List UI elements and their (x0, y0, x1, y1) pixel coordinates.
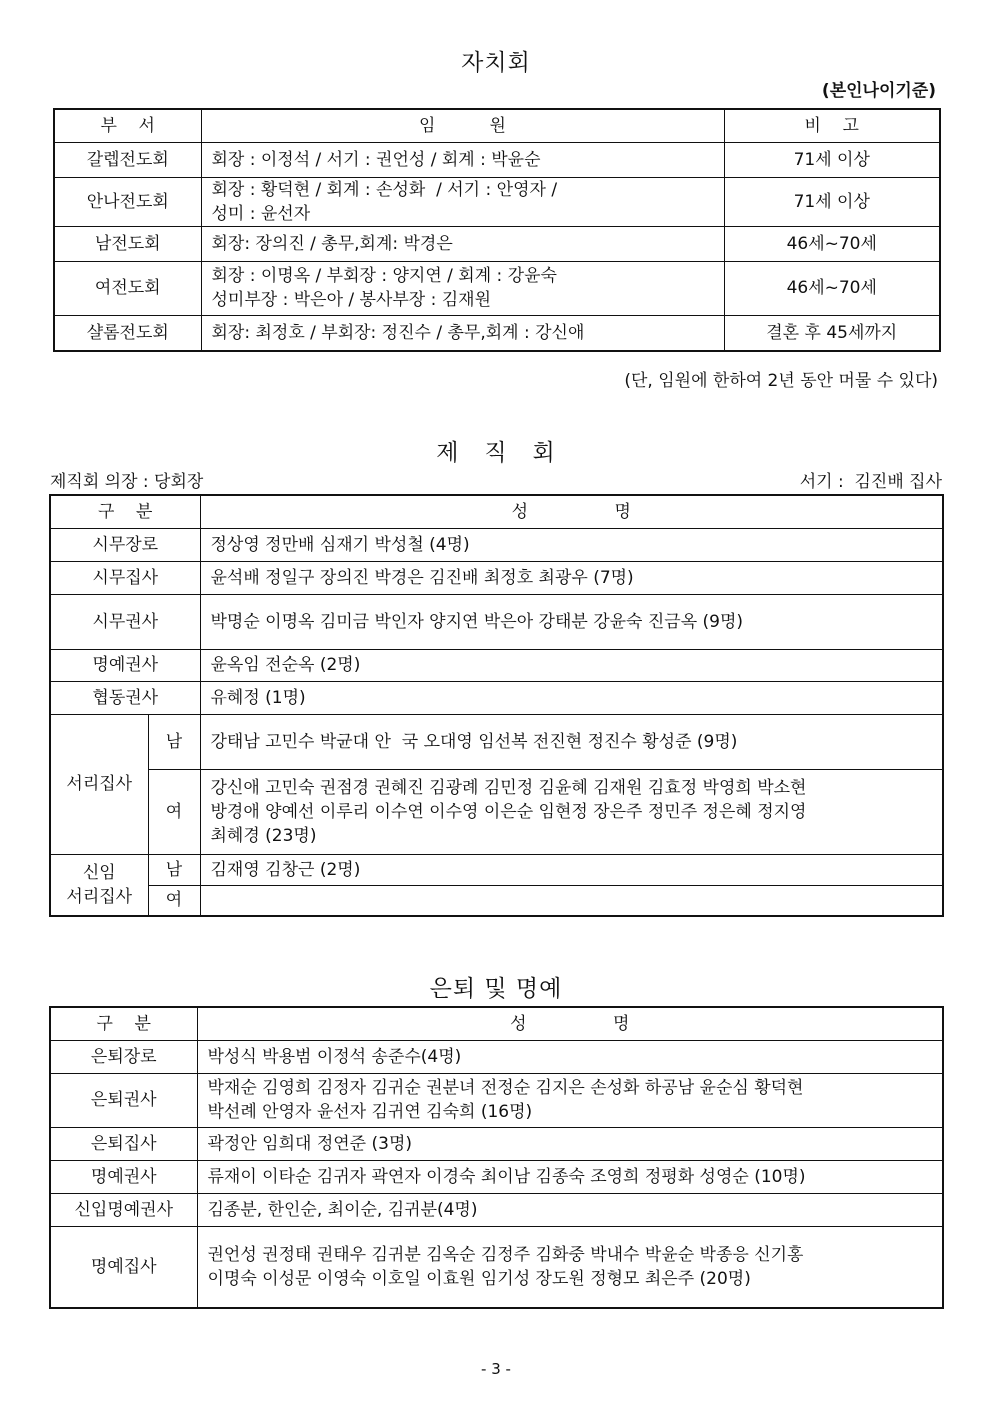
table-row (50, 649, 943, 681)
category-label-line: 서리집사 (66, 886, 133, 907)
retired-table (49, 1006, 944, 1309)
names-line: 박선례 안영자 윤선자 김귀연 김숙희 (16명) (207, 1102, 533, 1122)
member-names: 윤옥임 전순옥 (2명) (200, 649, 943, 681)
table-row (54, 315, 940, 351)
remark: 46세~70세 (724, 261, 940, 315)
member-names (197, 1073, 943, 1127)
table-header-row (50, 495, 943, 528)
table-row (50, 1226, 943, 1308)
gender-label: 남 (148, 714, 200, 769)
table-header-row (54, 109, 940, 142)
remark: 71세 이상 (724, 177, 940, 226)
member-names: 유혜정 (1명) (200, 681, 943, 714)
table-row (54, 177, 940, 226)
member-names: 곽정안 임희대 정연준 (3명) (197, 1127, 943, 1160)
officers: 회장: 최정호 / 부회장: 정진수 / 총무,회계 : 강신애 (201, 315, 724, 351)
category-label-line: 신임 (82, 862, 116, 883)
remark: 결혼 후 45세까지 (724, 315, 940, 351)
names-line: 강신애 고민숙 권점경 권혜진 김광례 김민정 김윤혜 김재원 김효정 박영희 박소현 (210, 777, 807, 798)
officers: 회장: 장의진 / 총무,회계: 박경은 (201, 226, 724, 261)
footnote: (단, 임원에 한하여 2년 동안 머물 수 있다) (624, 371, 938, 391)
member-names (200, 769, 943, 854)
dept-name: 샬롬전도회 (54, 315, 201, 351)
table-row (54, 226, 940, 261)
remark: 46세~70세 (724, 226, 940, 261)
table-row (50, 1193, 943, 1226)
page-number: - 3 - (481, 1360, 511, 1378)
table-row (50, 769, 943, 854)
table-header-row (50, 1007, 943, 1040)
dept-name: 갈렙전도회 (54, 142, 201, 177)
dept-name: 남전도회 (54, 226, 201, 261)
header-remark: 비 고 (724, 109, 940, 142)
header-dept: 부 서 (54, 109, 201, 142)
age-basis-note: (본인나이기준) (821, 81, 936, 101)
table-row (50, 528, 943, 561)
member-names: 박명순 이명옥 김미금 박인자 양지연 박은아 강태분 강윤숙 진금옥 (9명) (200, 594, 943, 649)
names-line: 박재순 김영희 김정자 김귀순 권분녀 전정순 김지은 손성화 하공남 윤순심 황덕현 (207, 1078, 804, 1098)
category-label: 시무장로 (50, 528, 200, 561)
category-label: 시무집사 (50, 561, 200, 594)
officers-line: 성미부장 : 박은아 / 봉사부장 : 김재원 (211, 290, 492, 310)
remark: 71세 이상 (724, 142, 940, 177)
table-row (50, 885, 943, 916)
table-row (50, 1040, 943, 1073)
table-row (50, 1160, 943, 1193)
table-row (50, 1073, 943, 1127)
council-chair: 제직회 의장 : 당회장 (50, 472, 204, 492)
officers-line: 성미 : 윤선자 (211, 203, 311, 224)
member-names (200, 885, 943, 916)
dept-name: 여전도회 (54, 261, 201, 315)
council-table (49, 494, 944, 917)
table-row (50, 561, 943, 594)
member-names: 정상영 정만배 심재기 박성철 (4명) (200, 528, 943, 561)
member-names: 김재영 김창근 (2명) (200, 854, 943, 885)
category-label: 명예권사 (50, 1160, 197, 1193)
council-secretary: 서기 : 김진배 집사 (799, 472, 942, 492)
header-names: 성 명 (200, 495, 943, 528)
member-names: 류재이 이타순 김귀자 곽연자 이경숙 최이남 김종숙 조영희 정평화 성영순 (10명) (197, 1160, 943, 1193)
table-row (54, 142, 940, 177)
category-label: 은퇴집사 (50, 1127, 197, 1160)
category-label: 명예집사 (50, 1226, 197, 1308)
category-label: 은퇴장로 (50, 1040, 197, 1073)
section3-title: 은퇴 및 명예 (429, 976, 563, 1002)
header-officers: 임 원 (201, 109, 724, 142)
officers (201, 177, 724, 226)
gender-label: 남 (148, 854, 200, 885)
category-label: 협동권사 (50, 681, 200, 714)
member-names: 윤석배 정일구 장의진 박경은 김진배 최정호 최광우 (7명) (200, 561, 943, 594)
officers-line: 회장 : 이명옥 / 부회장 : 양지연 / 회계 : 강윤숙 (211, 266, 557, 286)
header-category: 구 분 (50, 1007, 197, 1040)
section2-title: 제 직 회 (436, 440, 556, 466)
member-names: 박성식 박용범 이정석 송준수(4명) (197, 1040, 943, 1073)
names-line: 최혜경 (23명) (210, 825, 317, 846)
table-row (50, 594, 943, 649)
association-table (53, 108, 941, 352)
member-names (197, 1226, 943, 1308)
officers (201, 261, 724, 315)
section1-title: 자치회 (461, 50, 531, 76)
gender-label: 여 (148, 769, 200, 854)
table-row (50, 854, 943, 885)
dept-name: 안나전도회 (54, 177, 201, 226)
header-names: 성 명 (197, 1007, 943, 1040)
category-label: 신입명예권사 (50, 1193, 197, 1226)
table-row (54, 261, 940, 315)
names-line: 권언성 권정태 권태우 김귀분 김옥순 김정주 김화중 박내수 박윤순 박종응 신기홍 (207, 1244, 804, 1265)
member-names: 강태남 고민수 박균대 안 국 오대영 임선복 전진현 정진수 황성준 (9명) (200, 714, 943, 769)
table-row (50, 1127, 943, 1160)
category-label: 은퇴권사 (50, 1073, 197, 1127)
category-label: 명예권사 (50, 649, 200, 681)
officers: 회장 : 이정석 / 서기 : 권언성 / 회계 : 박윤순 (201, 142, 724, 177)
table-row (50, 714, 943, 769)
names-line: 방경애 양예선 이루리 이수연 이수영 이은순 임현정 장은주 정민주 정은혜 정지영 (210, 801, 807, 822)
officers-line: 회장 : 황덕현 / 회계 : 손성화 / 서기 : 안영자 / (211, 179, 558, 200)
names-line: 이명숙 이성문 이영숙 이호일 이효원 임기성 장도원 정형모 최은주 (20명) (207, 1268, 751, 1289)
header-category: 구 분 (50, 495, 200, 528)
member-names: 김종분, 한인순, 최이순, 김귀분(4명) (197, 1193, 943, 1226)
gender-label: 여 (148, 885, 200, 916)
table-row (50, 681, 943, 714)
category-label: 시무권사 (50, 594, 200, 649)
category-label (50, 854, 148, 916)
category-label: 서리집사 (50, 714, 148, 854)
